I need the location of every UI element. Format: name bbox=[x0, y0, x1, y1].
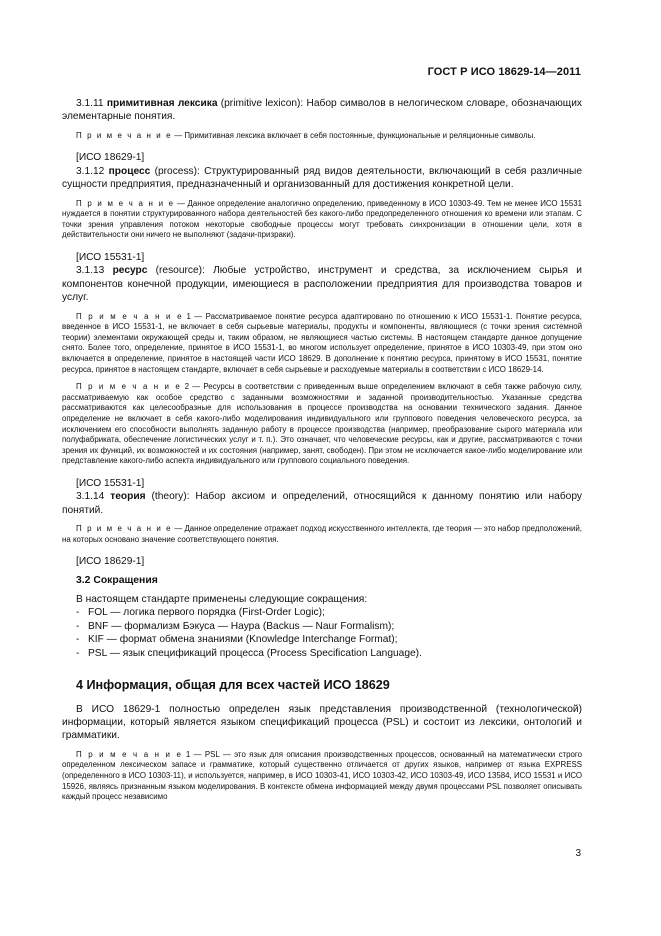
note-text: — Данное определение отражает подход искусственного интеллекта, где теория — это набор предположений, на которых основано значение соответствующего понятия. bbox=[62, 524, 582, 544]
term-number: 3.1.14 bbox=[76, 491, 105, 503]
term-3-1-14 bbox=[62, 490, 582, 517]
reference: [ИСО 15531-1] bbox=[76, 477, 145, 489]
section-4-title: 4 Информация, общая для всех частей ИСО 18629 bbox=[76, 677, 390, 692]
note-section-4 bbox=[62, 750, 582, 803]
list-item: - KIF — формат обмена знаниями (Knowledge Interchange Format); bbox=[76, 634, 398, 646]
note-text: 1 — PSL — это язык для описания производственных процессов, основанный на математически строго определенном лексическом запасе и грамматике, который существенно отличается от других языков, например от языка EXPRESS (определенного в ИСО 10303-11), и используется, например, в ИСО 10303-41, ИСО 10303-42, ИСО 10303-49, ИСО 13584, ИСО 15531 и ИСО 15926, являясь признанным языком моделирования. В контексте обмена информацией между двумя процессами PSL позволяет описывать каждый процесс независимо bbox=[62, 749, 582, 802]
abbreviations-list bbox=[62, 606, 582, 660]
term-number: 3.1.11 bbox=[76, 98, 104, 109]
term-number: 3.1.12 bbox=[76, 165, 105, 177]
note-3-1-12 bbox=[62, 199, 582, 241]
term-3-1-12 bbox=[62, 165, 582, 192]
page-content bbox=[62, 97, 582, 803]
list-item: - BNF — формализм Бэкуса — Наура (Backus — Naur Formalism); bbox=[76, 620, 395, 632]
reference: [ИСО 18629-1] bbox=[76, 152, 145, 164]
note-text: — Данное определение аналогично определению, приведенному в ИСО 10303-49. Тем не менее ИСО 15531 нуждается в понятии структурированного набора деятельностей без какого-либо предопределенного отношения ко времени или этапам. С точки зрения управления потоком некоторые свободные процессы могут требовать синхронизации в отношении цели, хотя в действительности они ничего не выполняют (задачи-призраки). bbox=[62, 198, 582, 240]
note-1-3-1-13 bbox=[62, 312, 582, 376]
abbreviations-intro: В настоящем стандарте применены следующие сокращения: bbox=[76, 593, 368, 605]
note-text: 1 — Рассматриваемое понятие ресурса адаптировано по отношению к ИСО 15531-1. Понятие ресурса, введенное в ИСО 15531-1, не включает в себя сырьевые материалы, продукты и компоненты, являющиеся (с точки зрения системной теории) элементами окружающей среды и, таким образом, не являющиеся частью системы. В настоящем стандарте данное допущение снято. Более того, определение, принятое в ИСО 15531-1, во многом использует определение, принятое в ИСО 10303-49, при этом оно включается в определение, принятое в настоящей части ИСО 18629. В дополнение к понятию ресурса, принятому в ИСО 15531, понятие ресурса, принятое в настоящем стандарте, включает в себя сырьевые и расходуемые материалы в соответствии с ИСО 18629-14. bbox=[62, 311, 582, 374]
term-name: ресурс bbox=[112, 265, 148, 277]
note-3-1-11 bbox=[62, 131, 582, 142]
term-definition: (resource): Любые устройство, инструмент и средства, за исключением сырья и компонентов конечной продукции, имеющиеся в расположении предприятия для производства товаров и услуг. bbox=[62, 265, 582, 304]
note-text: — Примитивная лексика включает в себя постоянные, функциональные и реляционные символы. bbox=[172, 130, 536, 140]
reference: [ИСО 15531-1] bbox=[76, 252, 145, 263]
term-3-1-13 bbox=[62, 264, 582, 304]
term-name: теория bbox=[110, 491, 146, 503]
reference: [ИСО 18629-1] bbox=[76, 556, 145, 568]
note-label: П р и м е ч а н и е bbox=[76, 524, 173, 534]
term-name: примитивная лексика bbox=[106, 98, 218, 109]
term-definition: (primitive lexicon): Набор символов в нелогическом словаре, обозначающих элементарные понятия. bbox=[62, 98, 582, 123]
list-item: - FOL — логика первого порядка (First-Order Logic); bbox=[76, 607, 325, 619]
note-label: П р и м е ч а н и е bbox=[76, 382, 182, 392]
term-definition: (process): Структурированный ряд видов деятельности, включающий в себя различные сущности предприятия, предназначенный и организованный для достижения конкретной цели. bbox=[62, 165, 582, 191]
note-3-1-14 bbox=[62, 524, 582, 545]
section-3-2-title: 3.2 Сокращения bbox=[76, 574, 158, 586]
list-item: - PSL — язык спецификаций процесса (Process Specification Language). bbox=[76, 647, 422, 659]
note-label: П р и м е ч а н и е bbox=[76, 311, 184, 321]
note-label: П р и м е ч а н и е bbox=[76, 198, 175, 208]
term-definition: (theory): Набор аксиом и определений, относящийся к данному понятию или набору понятий. bbox=[62, 491, 582, 516]
section-4-paragraph: В ИСО 18629-1 полностью определен язык представления производственной (технологической) информации, который является языком спецификаций процесса (PSL) и состоит из лексики, онтологий и грамматики. bbox=[62, 703, 582, 742]
note-label: П р и м е ч а н и е bbox=[76, 749, 183, 759]
note-text: 2 — Ресурсы в соответствии с приведенным выше определением включают в себя также рабочую силу, рассматриваемую как особое средство с заданными возможностями и заданной производительностью. Указанные средства рассматриваются как целесообразные для использования в процессе производства на основании технического задания. Данное определение не включает в себя какого-либо моделирования индивидуального или группового поведения человеческого ресурса, за исключением его способности выполнять заданную работу в процессе производства (например, преобразование сырого материала или полуфабриката, обеспечение логистических услуг и т. п.). Это означает, что человеческие ресурсы, как и другие, рассматриваются с точки зрения их функций, их возможностей и их состояния (например, занят, свободен). При этом не исключается какое-либо моделирование или представление какого-либо аспекта индивидуального или группового социального поведения. bbox=[62, 382, 582, 466]
standard-header: ГОСТ Р ИСО 18629-14—2011 bbox=[427, 66, 581, 78]
page-number: 3 bbox=[575, 848, 581, 859]
note-label: П р и м е ч а н и е bbox=[76, 130, 173, 140]
note-2-3-1-13 bbox=[62, 382, 582, 467]
term-number: 3.1.13 bbox=[76, 265, 105, 277]
term-3-1-11 bbox=[62, 97, 582, 124]
term-name: процесс bbox=[108, 165, 151, 177]
